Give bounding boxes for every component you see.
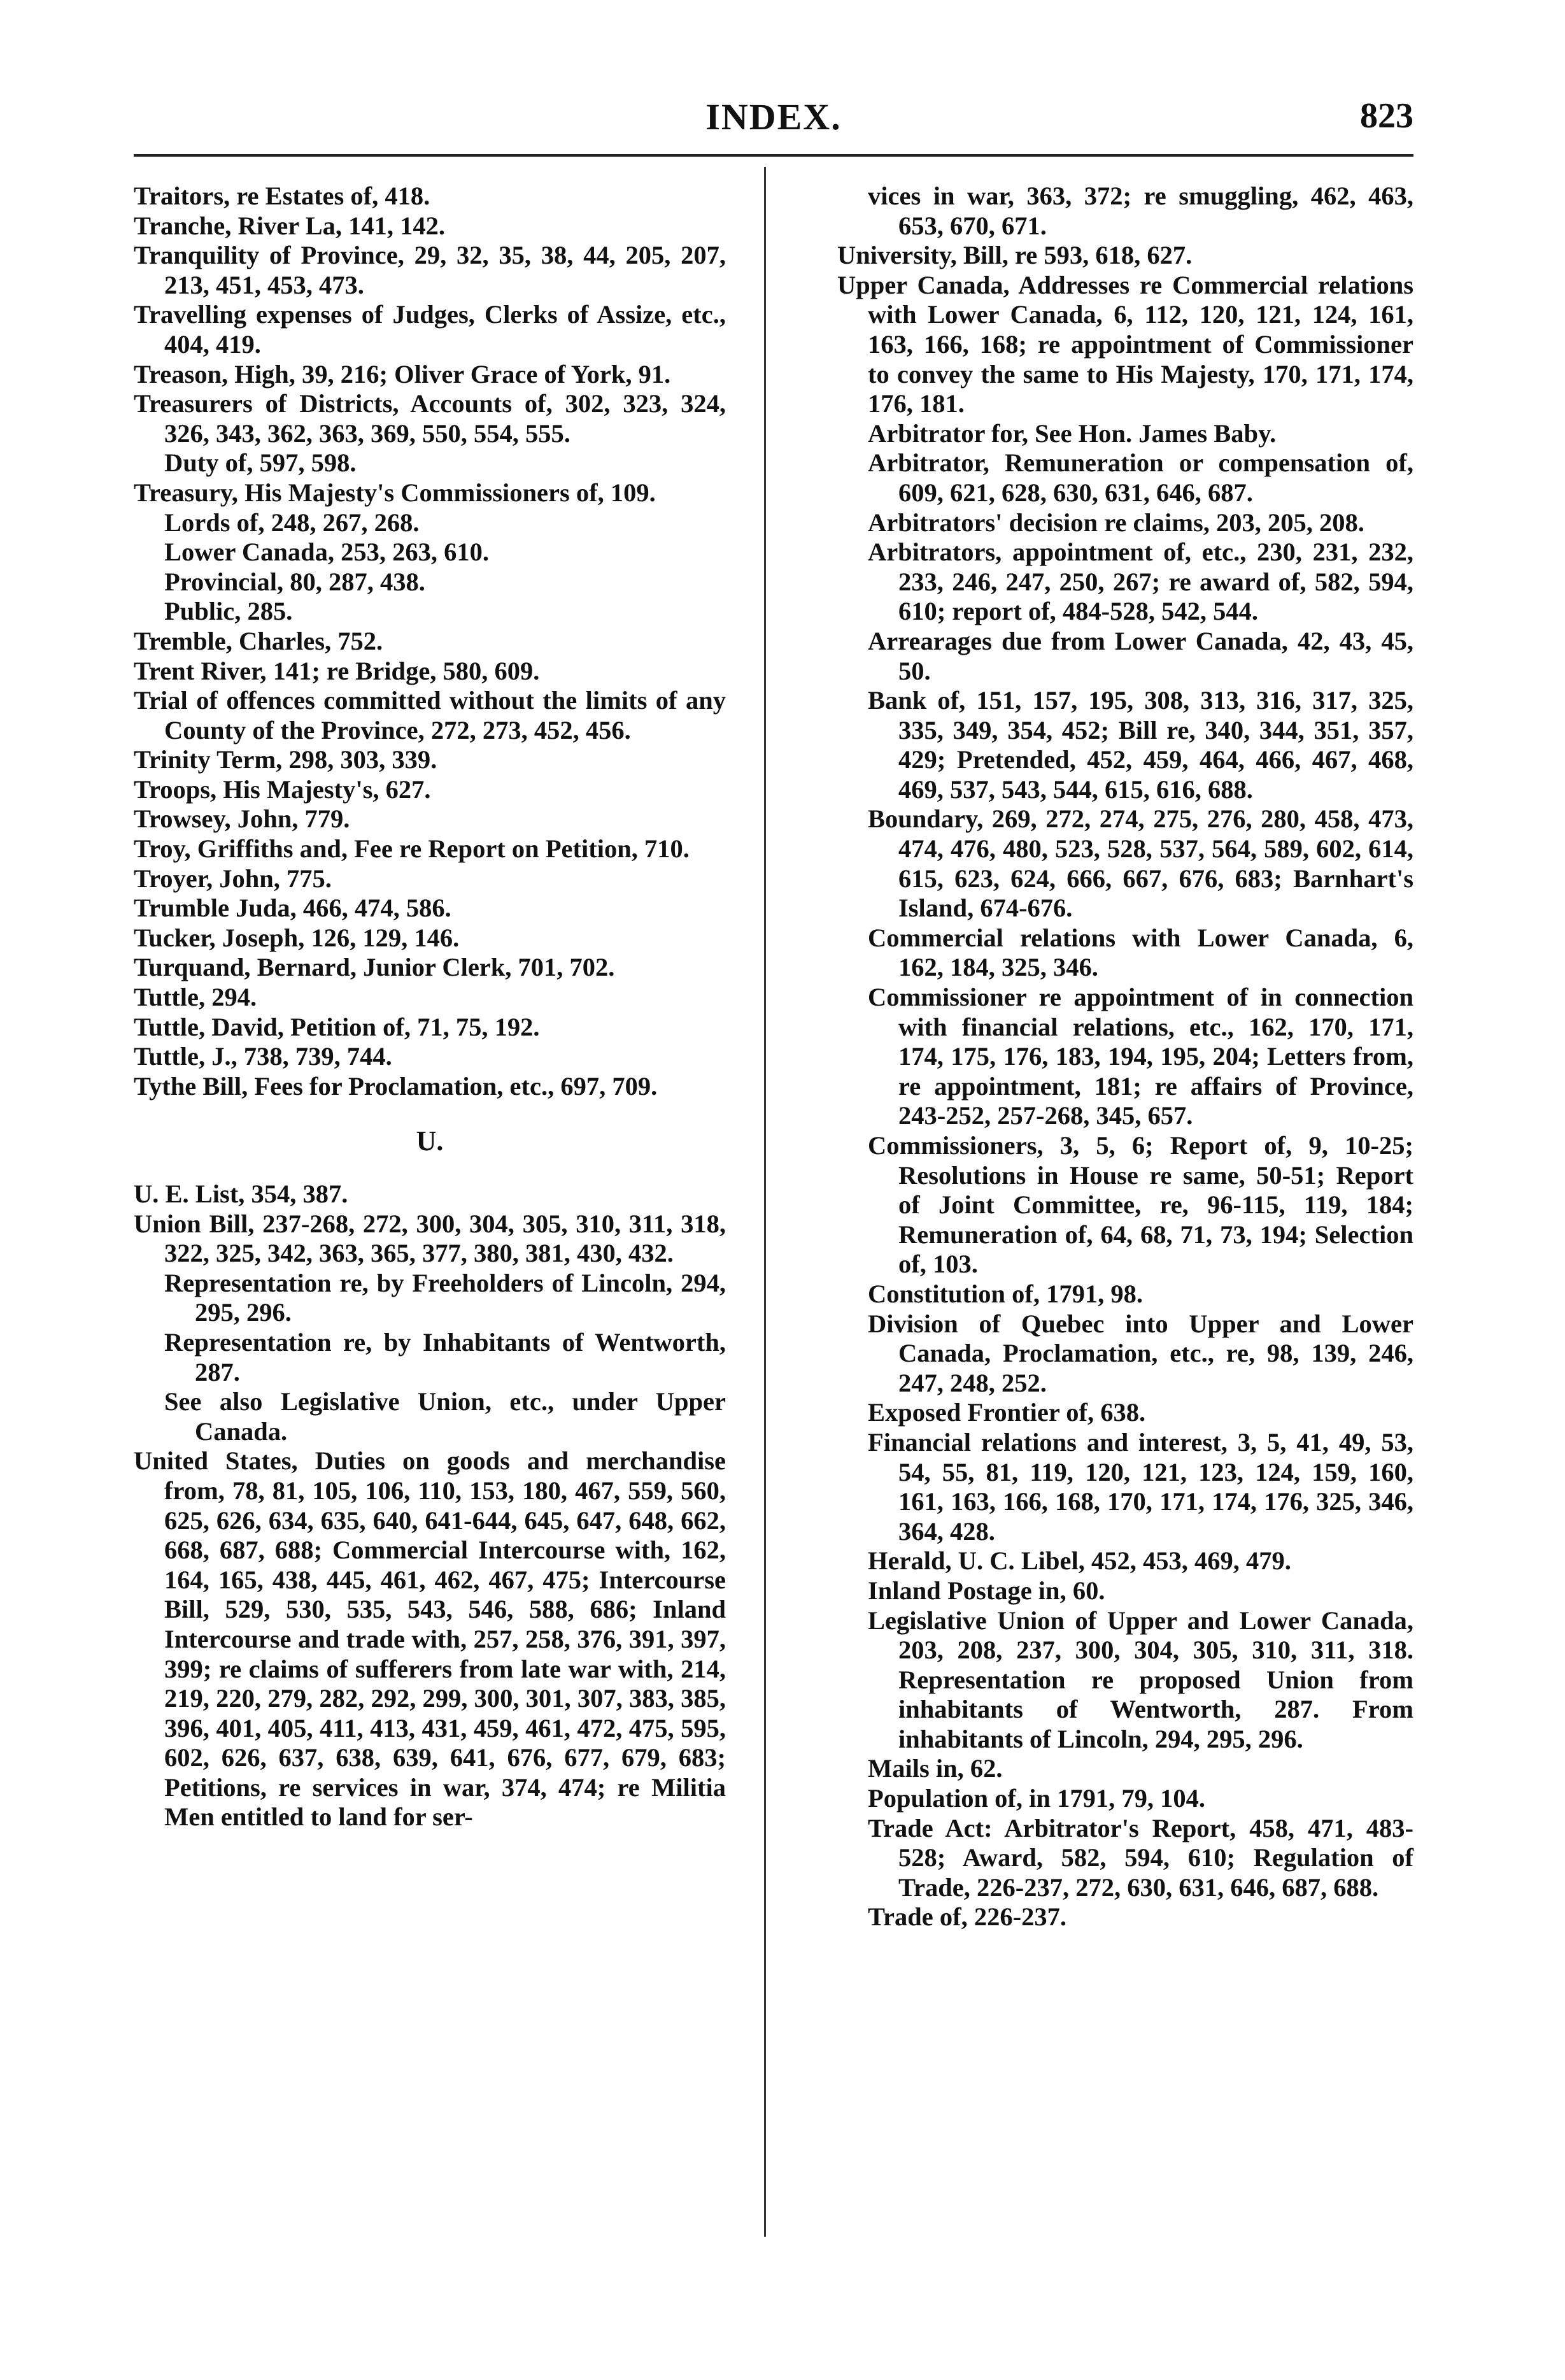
index-entry: Public, 285.	[164, 597, 293, 626]
index-entry: Boundary, 269, 272, 274, 275, 276, 280, 458, 473, 474, 476, 480, 523, 528, 537, 564, 589, 602, 614, 615, 623, 624, 666, 667, 676, 683; Barnhart's Island, 674-676.	[868, 804, 1413, 923]
index-entry: Turquand, Bernard, Junior Clerk, 701, 702.	[134, 953, 615, 982]
index-entry: Commissioners, 3, 5, 6; Report of, 9, 10-25; Resolutions in House re same, 50-51; Report of Joint Committee, re, 96-115, 119, 184; Remuneration of, 64, 68, 71, 73, 194; Selection of, 103.	[868, 1131, 1413, 1279]
index-entry: Tuttle, 294.	[134, 983, 257, 1012]
index-entry: University, Bill, re 593, 618, 627.	[837, 241, 1193, 270]
page-header	[134, 89, 1413, 153]
index-entry: Lords of, 248, 267, 268.	[164, 508, 420, 537]
index-entry: Troyer, John, 775.	[134, 864, 332, 893]
index-entry: Trumble Juda, 466, 474, 586.	[134, 894, 451, 923]
index-entry: U. E. List, 354, 387.	[134, 1179, 348, 1208]
index-entry: Bank of, 151, 157, 195, 308, 313, 316, 317, 325, 335, 349, 354, 452; Bill re, 340, 344, 351, 357, 429; Pretended, 452, 459, 464, 466, 467, 468, 469, 537, 543, 544, 615, 616, 688.	[868, 686, 1413, 804]
index-entry: Treasury, His Majesty's Commissioners of, 109.	[134, 478, 656, 507]
index-entry: Division of Quebec into Upper and Lower Canada, Proclamation, etc., re, 98, 139, 246, 247, 248, 252.	[868, 1309, 1413, 1397]
index-entry: Lower Canada, 253, 263, 610.	[164, 538, 490, 567]
index-column-left	[134, 182, 726, 1832]
index-entry: Commercial relations with Lower Canada, 6, 162, 184, 325, 346.	[868, 923, 1413, 982]
index-entry: Herald, U. C. Libel, 452, 453, 469, 479.	[868, 1546, 1291, 1576]
index-entry: Exposed Frontier of, 638.	[868, 1398, 1146, 1427]
index-entry: Troy, Griffiths and, Fee re Report on Petition, 710.	[134, 834, 690, 864]
index-entry: Arbitrator for, See Hon. James Baby.	[868, 418, 1277, 448]
index-entry: Travelling expenses of Judges, Clerks of Assize, etc., 404, 419.	[134, 300, 726, 359]
index-entry: Representation re, by Freeholders of Lincoln, 294, 295, 296.	[164, 1268, 726, 1327]
index-entry: Union Bill, 237-268, 272, 300, 304, 305, 310, 311, 318, 322, 325, 342, 363, 365, 377, 380, 381, 430, 432.	[134, 1209, 726, 1268]
index-entry: Tythe Bill, Fees for Proclamation, etc., 697, 709.	[134, 1071, 658, 1101]
index-entry: United States, Duties on goods and merchandise from, 78, 81, 105, 106, 110, 153, 180, 467, 559, 560, 625, 626, 634, 635, 640, 641-644, 645, 647, 648, 662, 668, 687, 688; Commercial Intercourse with, 162, 164, 165, 438, 445, 461, 462, 467, 475; Intercourse Bill, 529, 530, 535, 543, 546, 588, 686; Inland Intercourse and trade with, 257, 258, 376, 391, 397, 399; re claims of sufferers from late war with, 214, 219, 220, 279, 282, 292, 299, 300, 301, 307, 383, 385, 396, 401, 405, 411, 413, 431, 459, 461, 472, 475, 595, 602, 626, 637, 638, 639, 641, 676, 677, 679, 683; Petitions, re services in war, 374, 474; re Militia Men entitled to land for ser-	[134, 1446, 726, 1832]
index-entry: Tremble, Charles, 752.	[134, 626, 383, 655]
index-entry: Upper Canada, Addresses re Commercial relations with Lower Canada, 6, 112, 120, 121, 124, 161, 163, 166, 168; re appointment of Commissioner to convey the same to His Majesty, 170, 171, 174, 176, 181.	[837, 270, 1413, 418]
index-entry: Financial relations and interest, 3, 5, 41, 49, 53, 54, 55, 81, 119, 120, 121, 123, 124, 159, 160, 161, 163, 166, 168, 170, 171, 174, 176, 325, 346, 364, 428.	[868, 1427, 1413, 1546]
index-entry: Trowsey, John, 779.	[134, 804, 350, 834]
index-entry: Representation re, by Inhabitants of Wentworth, 287.	[164, 1327, 726, 1386]
index-entry: Provincial, 80, 287, 438.	[164, 567, 425, 596]
index-entry: Duty of, 597, 598.	[164, 448, 357, 478]
index-entry: Trade Act: Arbitrator's Report, 458, 471, 483-528; Award, 582, 594, 610; Regulation of Trade, 226-237, 272, 630, 631, 646, 687, 688.	[868, 1813, 1413, 1902]
page-number: 823	[1360, 96, 1413, 136]
index-entry: Trial of offences committed without the limits of any County of the Province, 272, 273, 452, 456.	[134, 686, 726, 745]
header-rule	[134, 154, 1413, 157]
index-entry: Tranche, River La, 141, 142.	[134, 211, 445, 240]
index-entry: Treasurers of Districts, Accounts of, 302, 323, 324, 326, 343, 362, 363, 369, 550, 554, 555.	[134, 389, 726, 448]
index-entry: Population of, in 1791, 79, 104.	[868, 1784, 1205, 1813]
index-entry: Arbitrators' decision re claims, 203, 205, 208.	[868, 508, 1364, 537]
index-entry: See also Legislative Union, etc., under Upper Canada.	[164, 1387, 726, 1446]
index-entry: Trent River, 141; re Bridge, 580, 609.	[134, 656, 540, 685]
index-entry: Tuttle, David, Petition of, 71, 75, 192.	[134, 1012, 540, 1041]
index-entry: Legislative Union of Upper and Lower Canada, 203, 208, 237, 300, 304, 305, 310, 311, 318. Representation re proposed Union from inhabitants of Wentworth, 287. From inhabitants of Lincoln, 294, 295, 296.	[868, 1606, 1413, 1753]
index-entry: Traitors, re Estates of, 418.	[134, 182, 430, 210]
running-head-title: INDEX.	[705, 96, 842, 138]
index-entry: Constitution of, 1791, 98.	[868, 1279, 1144, 1308]
index-entry: Arbitrator, Remuneration or compensation of, 609, 621, 628, 630, 631, 646, 687.	[868, 448, 1413, 507]
section-letter-heading: U.	[416, 1125, 444, 1157]
index-entry: vices in war, 363, 372; re smuggling, 462, 463, 653, 670, 671.	[868, 182, 1413, 240]
index-entry: Inland Postage in, 60.	[868, 1576, 1105, 1605]
index-entry: Tuttle, J., 738, 739, 744.	[134, 1042, 392, 1071]
index-entry: Tucker, Joseph, 126, 129, 146.	[134, 923, 460, 952]
index-entry: Troops, His Majesty's, 627.	[134, 774, 431, 804]
index-entry: Arrearages due from Lower Canada, 42, 43, 45, 50.	[868, 626, 1413, 685]
index-entry: Trade of, 226-237.	[868, 1902, 1066, 1932]
column-divider	[764, 167, 766, 2237]
index-entry: Tranquility of Province, 29, 32, 35, 38, 44, 205, 207, 213, 451, 453, 473.	[134, 241, 726, 299]
index-entry: Arbitrators, appointment of, etc., 230, 231, 232, 233, 246, 247, 250, 267; re award of, 582, 594, 610; report of, 484-528, 542, 544.	[868, 538, 1413, 626]
index-entry: Mails in, 62.	[868, 1754, 1003, 1783]
index-entry: Trinity Term, 298, 303, 339.	[134, 745, 437, 774]
index-entry: Commissioner re appointment of in connection with financial relations, etc., 162, 170, 171, 174, 175, 176, 183, 194, 195, 204; Letters from, re appointment, 181; re affairs of Province, 243-252, 257-268, 345, 657.	[868, 983, 1413, 1130]
index-entry: Treason, High, 39, 216; Oliver Grace of York, 91.	[134, 359, 671, 388]
index-column-right	[837, 182, 1413, 1932]
